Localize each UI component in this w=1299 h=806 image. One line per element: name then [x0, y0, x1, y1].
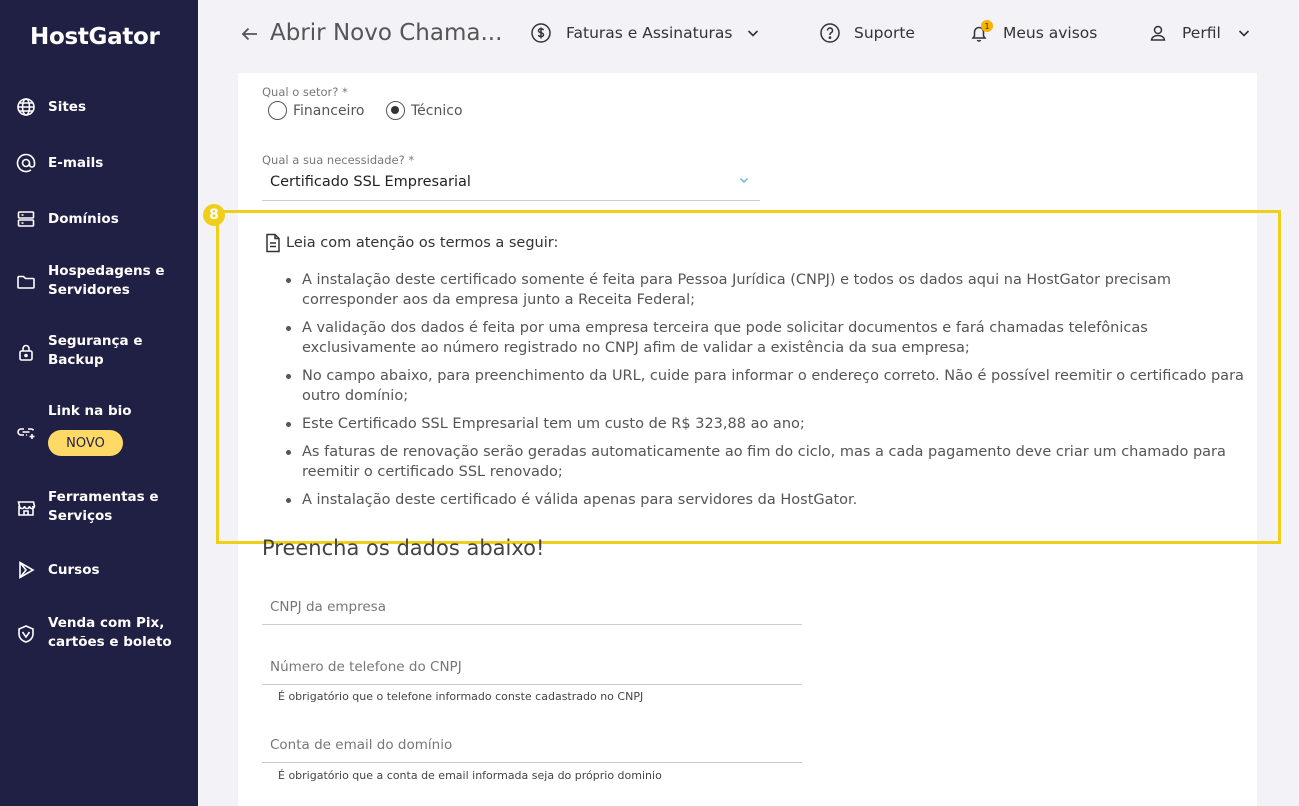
play-icon — [16, 560, 36, 580]
email-helper-text: É obrigatório que a conta de email informada seja do próprio dominio — [278, 769, 662, 782]
cnpj-input[interactable] — [262, 589, 802, 624]
store-icon — [16, 498, 36, 518]
cnpj-field[interactable] — [262, 589, 802, 625]
terms-item: Este Certificado SSL Empresarial tem um custo de R$ 323,88 ao ano; — [286, 414, 1246, 434]
shield-wing-icon — [16, 624, 36, 644]
sidebar-item-emails[interactable] — [0, 153, 198, 173]
sidebar-item-label: Cursos — [48, 561, 100, 578]
terms-item: A validação dos dados é feita por uma empresa terceira que pode solicitar documentos e fará chamadas telefônicas exclusivamente ao número registrado no CNPJ afim de validar a existência da sua empresa; — [286, 318, 1246, 358]
radio-circle-checked[interactable] — [386, 101, 405, 120]
dollar-circle-icon — [530, 22, 552, 44]
folder-icon — [16, 272, 36, 292]
nav-perfil-label: Perfil — [1182, 24, 1221, 42]
lock-icon — [16, 342, 36, 362]
server-icon — [16, 209, 36, 229]
need-select[interactable] — [262, 166, 760, 201]
sidebar-item-label: Domínios — [48, 210, 119, 227]
link-plus-icon — [16, 422, 36, 442]
sidebar-item-label: Venda com Pix, cartões e boleto — [48, 615, 172, 650]
sidebar-item-label: Sites — [48, 98, 86, 115]
sidebar-item-hospedagens[interactable] — [0, 262, 198, 302]
chevron-down-icon — [738, 174, 750, 186]
email-input[interactable] — [262, 727, 802, 762]
nav-suporte-label: Suporte — [854, 24, 915, 42]
globe-icon — [16, 97, 36, 117]
at-icon — [16, 153, 36, 173]
page-title: Abrir Novo Chama... — [270, 20, 503, 46]
sector-label: Qual o setor? * — [262, 85, 348, 99]
sidebar-item-label: Ferramentas e Serviços — [48, 489, 159, 524]
terms-heading-text: Leia com atenção os termos a seguir: — [286, 235, 559, 251]
terms-list — [286, 270, 1246, 518]
terms-item: A instalação deste certificado é válida apenas para servidores da HostGator. — [286, 490, 1246, 510]
radio-label: Técnico — [411, 102, 463, 119]
terms-item: A instalação deste certificado somente é feita para Pessoa Jurídica (CNPJ) e todos os dados aqui na HostGator precisam corresponder aos da empresa junto a Receita Federal; — [286, 270, 1246, 310]
radio-label: Financeiro — [293, 102, 365, 119]
nav-perfil[interactable] — [1147, 22, 1251, 44]
sidebar-item-label: Link na bio — [48, 403, 132, 419]
radio-circle[interactable] — [268, 101, 287, 120]
need-select-value: Certificado SSL Empresarial — [270, 174, 471, 190]
phone-helper-text: É obrigatório que o telefone informado conste cadastrado no CNPJ — [278, 690, 644, 703]
phone-input[interactable] — [262, 649, 802, 684]
nav-suporte[interactable] — [819, 22, 915, 44]
terms-heading — [264, 233, 558, 253]
chevron-down-icon — [746, 26, 760, 40]
novo-badge: NOVO — [48, 430, 123, 456]
hostgator-logo[interactable]: HostGator — [30, 24, 160, 50]
help-circle-icon — [819, 22, 841, 44]
section-title: Preencha os dados abaixo! — [262, 536, 545, 560]
sidebar — [0, 0, 198, 806]
notification-count-badge: 1 — [981, 20, 993, 32]
terms-item: As faturas de renovação serão geradas automaticamente ao fim do ciclo, mas a cada pagamento deve criar um chamado para reemitir o certificado SSL renovado; — [286, 442, 1246, 482]
step-badge: 8 — [203, 204, 225, 226]
terms-item: No campo abaixo, para preenchimento da URL, cuide para informar o endereço correto. Não é possível reemitir o certificado para outro domínio; — [286, 366, 1246, 406]
nav-faturas[interactable] — [530, 22, 760, 44]
sidebar-item-label: Hospedagens e Servidores — [48, 263, 165, 298]
radio-financeiro[interactable] — [268, 101, 364, 120]
sidebar-item-label: Segurança e Backup — [48, 333, 143, 368]
need-label: Qual a sua necessidade? * — [262, 153, 415, 167]
sidebar-item-venda-pix[interactable] — [0, 614, 198, 654]
email-field[interactable] — [262, 727, 802, 763]
phone-field[interactable] — [262, 649, 802, 685]
sidebar-item-sites[interactable] — [0, 97, 198, 117]
sidebar-item-ferramentas[interactable] — [0, 488, 198, 528]
sidebar-item-cursos[interactable] — [0, 560, 198, 580]
nav-faturas-label: Faturas e Assinaturas — [566, 24, 733, 42]
sidebar-item-label: E-mails — [48, 154, 104, 171]
user-icon — [1147, 22, 1169, 44]
radio-tecnico[interactable] — [386, 101, 463, 120]
chevron-down-icon — [1237, 26, 1251, 40]
sidebar-item-dominios[interactable] — [0, 209, 198, 229]
document-icon — [264, 233, 282, 253]
nav-meus-avisos-label: Meus avisos — [1003, 24, 1098, 42]
back-arrow-icon[interactable] — [240, 24, 260, 44]
sidebar-item-seguranca[interactable] — [0, 332, 198, 372]
